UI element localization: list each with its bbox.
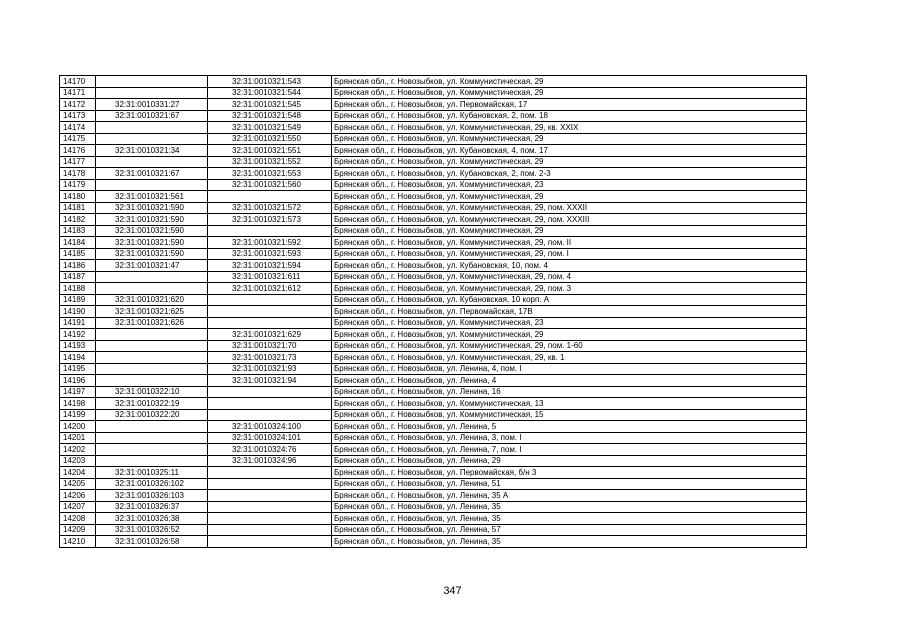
secondary-cadastral-number-cell: 32:31:0010321:573 xyxy=(208,214,332,226)
table-row xyxy=(60,524,807,536)
record-number-cell: 14172 xyxy=(60,99,96,111)
record-number-cell: 14178 xyxy=(60,168,96,180)
record-number-cell: 14195 xyxy=(60,363,96,375)
address-cell: Брянская обл., г. Новозыбков, ул. Ленина, 3, пом. I xyxy=(332,432,807,444)
secondary-cadastral-number-cell: 32:31:0010321:572 xyxy=(208,202,332,214)
cadastral-number-cell xyxy=(96,156,208,168)
address-cell: Брянская обл., г. Новозыбков, ул. Кубановская, 10, пом. 4 xyxy=(332,260,807,272)
cadastral-number-cell: 32:31:0010321:626 xyxy=(96,317,208,329)
records-table-body xyxy=(60,76,807,548)
record-number-cell: 14189 xyxy=(60,294,96,306)
cadastral-number-cell xyxy=(96,87,208,99)
cadastral-number-cell: 32:31:0010326:102 xyxy=(96,478,208,490)
table-row xyxy=(60,76,807,88)
secondary-cadastral-number-cell xyxy=(208,317,332,329)
cadastral-number-cell: 32:31:0010321:590 xyxy=(96,225,208,237)
record-number-cell: 14200 xyxy=(60,421,96,433)
secondary-cadastral-number-cell xyxy=(208,490,332,502)
secondary-cadastral-number-cell xyxy=(208,536,332,548)
table-row xyxy=(60,99,807,111)
record-number-cell: 14206 xyxy=(60,490,96,502)
table-row xyxy=(60,329,807,341)
cadastral-number-cell xyxy=(96,340,208,352)
table-row xyxy=(60,340,807,352)
secondary-cadastral-number-cell: 32:31:0010321:553 xyxy=(208,168,332,180)
cadastral-number-cell xyxy=(96,375,208,387)
cadastral-number-cell xyxy=(96,122,208,134)
table-row xyxy=(60,513,807,525)
table-row xyxy=(60,490,807,502)
table-row xyxy=(60,110,807,122)
table-row xyxy=(60,145,807,157)
cadastral-number-cell xyxy=(96,432,208,444)
address-cell: Брянская обл., г. Новозыбков, ул. Коммунистическая, 29, пом. 3 xyxy=(332,283,807,295)
table-row xyxy=(60,421,807,433)
address-cell: Брянская обл., г. Новозыбков, ул. Коммунистическая, 29, кв. XXIX xyxy=(332,122,807,134)
table-row xyxy=(60,478,807,490)
secondary-cadastral-number-cell: 32:31:0010321:612 xyxy=(208,283,332,295)
table-row xyxy=(60,122,807,134)
secondary-cadastral-number-cell: 32:31:0010321:549 xyxy=(208,122,332,134)
address-cell: Брянская обл., г. Новозыбков, ул. Первомайская, 17 xyxy=(332,99,807,111)
cadastral-number-cell: 32:31:0010321:590 xyxy=(96,237,208,249)
table-row xyxy=(60,306,807,318)
record-number-cell: 14190 xyxy=(60,306,96,318)
record-number-cell: 14198 xyxy=(60,398,96,410)
secondary-cadastral-number-cell: 32:31:0010321:93 xyxy=(208,363,332,375)
address-cell: Брянская обл., г. Новозыбков, ул. Ленина, 35 xyxy=(332,501,807,513)
table-row xyxy=(60,501,807,513)
secondary-cadastral-number-cell xyxy=(208,524,332,536)
address-cell: Брянская обл., г. Новозыбков, ул. Коммунистическая, 29 xyxy=(332,191,807,203)
table-row xyxy=(60,87,807,99)
cadastral-number-cell: 32:31:0010321:47 xyxy=(96,260,208,272)
address-cell: Брянская обл., г. Новозыбков, ул. Коммунистическая, 13 xyxy=(332,398,807,410)
address-cell: Брянская обл., г. Новозыбков, ул. Ленина, 35 xyxy=(332,536,807,548)
secondary-cadastral-number-cell xyxy=(208,409,332,421)
table-row xyxy=(60,375,807,387)
record-number-cell: 14181 xyxy=(60,202,96,214)
table-row xyxy=(60,536,807,548)
secondary-cadastral-number-cell xyxy=(208,398,332,410)
cadastral-number-cell: 32:31:0010321:620 xyxy=(96,294,208,306)
cadastral-number-cell: 32:31:0010326:37 xyxy=(96,501,208,513)
secondary-cadastral-number-cell xyxy=(208,306,332,318)
address-cell: Брянская обл., г. Новозыбков, ул. Коммунистическая, 29 xyxy=(332,87,807,99)
table-row xyxy=(60,432,807,444)
table-row xyxy=(60,237,807,249)
secondary-cadastral-number-cell xyxy=(208,386,332,398)
address-cell: Брянская обл., г. Новозыбков, ул. Ленина, 57 xyxy=(332,524,807,536)
table-row xyxy=(60,168,807,180)
record-number-cell: 14179 xyxy=(60,179,96,191)
cadastral-number-cell: 32:31:0010326:58 xyxy=(96,536,208,548)
cadastral-number-cell xyxy=(96,363,208,375)
cadastral-number-cell xyxy=(96,329,208,341)
cadastral-number-cell: 32:31:0010322:10 xyxy=(96,386,208,398)
cadastral-number-cell: 32:31:0010321:590 xyxy=(96,248,208,260)
address-cell: Брянская обл., г. Новозыбков, ул. Коммунистическая, 29, кв. 1 xyxy=(332,352,807,364)
secondary-cadastral-number-cell: 32:31:0010321:560 xyxy=(208,179,332,191)
cadastral-number-cell: 32:31:0010326:103 xyxy=(96,490,208,502)
address-cell: Брянская обл., г. Новозыбков, ул. Коммунистическая, 29, пом. II xyxy=(332,237,807,249)
cadastral-number-cell: 32:31:0010326:52 xyxy=(96,524,208,536)
cadastral-number-cell: 32:31:0010321:590 xyxy=(96,214,208,226)
record-number-cell: 14207 xyxy=(60,501,96,513)
address-cell: Брянская обл., г. Новозыбков, ул. Коммунистическая, 29 xyxy=(332,225,807,237)
record-number-cell: 14199 xyxy=(60,409,96,421)
records-table xyxy=(59,75,807,548)
secondary-cadastral-number-cell xyxy=(208,467,332,479)
table-row xyxy=(60,398,807,410)
record-number-cell: 14201 xyxy=(60,432,96,444)
table-row xyxy=(60,363,807,375)
secondary-cadastral-number-cell: 32:31:0010321:70 xyxy=(208,340,332,352)
cadastral-number-cell xyxy=(96,421,208,433)
address-cell: Брянская обл., г. Новозыбков, ул. Коммунистическая, 23 xyxy=(332,179,807,191)
record-number-cell: 14205 xyxy=(60,478,96,490)
table-row xyxy=(60,444,807,456)
table-row xyxy=(60,179,807,191)
record-number-cell: 14173 xyxy=(60,110,96,122)
table-row xyxy=(60,455,807,467)
address-cell: Брянская обл., г. Новозыбков, ул. Кубановская, 10 корп. А xyxy=(332,294,807,306)
record-number-cell: 14187 xyxy=(60,271,96,283)
cadastral-number-cell: 32:31:0010321:34 xyxy=(96,145,208,157)
secondary-cadastral-number-cell: 32:31:0010321:543 xyxy=(208,76,332,88)
table-row xyxy=(60,133,807,145)
secondary-cadastral-number-cell: 32:31:0010324:96 xyxy=(208,455,332,467)
secondary-cadastral-number-cell: 32:31:0010324:76 xyxy=(208,444,332,456)
record-number-cell: 14184 xyxy=(60,237,96,249)
record-number-cell: 14196 xyxy=(60,375,96,387)
secondary-cadastral-number-cell: 32:31:0010321:551 xyxy=(208,145,332,157)
record-number-cell: 14170 xyxy=(60,76,96,88)
address-cell: Брянская обл., г. Новозыбков, ул. Ленина, 29 xyxy=(332,455,807,467)
table-row xyxy=(60,191,807,203)
cadastral-number-cell xyxy=(96,133,208,145)
cadastral-number-cell xyxy=(96,76,208,88)
address-cell: Брянская обл., г. Новозыбков, ул. Коммунистическая, 29, пом. 1-60 xyxy=(332,340,807,352)
record-number-cell: 14174 xyxy=(60,122,96,134)
secondary-cadastral-number-cell: 32:31:0010321:593 xyxy=(208,248,332,260)
record-number-cell: 14185 xyxy=(60,248,96,260)
address-cell: Брянская обл., г. Новозыбков, ул. Ленина, 51 xyxy=(332,478,807,490)
secondary-cadastral-number-cell: 32:31:0010321:548 xyxy=(208,110,332,122)
table-row xyxy=(60,352,807,364)
secondary-cadastral-number-cell: 32:31:0010321:545 xyxy=(208,99,332,111)
secondary-cadastral-number-cell: 32:31:0010321:550 xyxy=(208,133,332,145)
record-number-cell: 14209 xyxy=(60,524,96,536)
address-cell: Брянская обл., г. Новозыбков, ул. Коммунистическая, 29 xyxy=(332,76,807,88)
secondary-cadastral-number-cell: 32:31:0010321:552 xyxy=(208,156,332,168)
record-number-cell: 14197 xyxy=(60,386,96,398)
secondary-cadastral-number-cell: 32:31:0010321:544 xyxy=(208,87,332,99)
secondary-cadastral-number-cell: 32:31:0010324:100 xyxy=(208,421,332,433)
record-number-cell: 14203 xyxy=(60,455,96,467)
cadastral-number-cell: 32:31:0010321:590 xyxy=(96,202,208,214)
secondary-cadastral-number-cell xyxy=(208,294,332,306)
address-cell: Брянская обл., г. Новозыбков, ул. Ленина, 4, пом. I xyxy=(332,363,807,375)
table-row xyxy=(60,294,807,306)
cadastral-number-cell: 32:31:0010321:67 xyxy=(96,168,208,180)
secondary-cadastral-number-cell xyxy=(208,513,332,525)
secondary-cadastral-number-cell xyxy=(208,501,332,513)
table-row xyxy=(60,409,807,421)
cadastral-number-cell: 32:31:0010321:67 xyxy=(96,110,208,122)
record-number-cell: 14194 xyxy=(60,352,96,364)
record-number-cell: 14182 xyxy=(60,214,96,226)
cadastral-number-cell: 32:31:0010326:38 xyxy=(96,513,208,525)
record-number-cell: 14204 xyxy=(60,467,96,479)
secondary-cadastral-number-cell xyxy=(208,225,332,237)
page-number: 347 xyxy=(443,585,462,597)
address-cell: Брянская обл., г. Новозыбков, ул. Первомайская, б/н 3 xyxy=(332,467,807,479)
table-row xyxy=(60,283,807,295)
address-cell: Брянская обл., г. Новозыбков, ул. Коммунистическая, 29, пом. 4 xyxy=(332,271,807,283)
table-row xyxy=(60,317,807,329)
cadastral-number-cell xyxy=(96,455,208,467)
table-row xyxy=(60,386,807,398)
table-row xyxy=(60,202,807,214)
address-cell: Брянская обл., г. Новозыбков, ул. Кубановская, 2, пом. 2-3 xyxy=(332,168,807,180)
cadastral-number-cell: 32:31:0010321:561 xyxy=(96,191,208,203)
secondary-cadastral-number-cell: 32:31:0010324:101 xyxy=(208,432,332,444)
cadastral-number-cell: 32:31:0010322:20 xyxy=(96,409,208,421)
address-cell: Брянская обл., г. Новозыбков, ул. Коммунистическая, 23 xyxy=(332,317,807,329)
address-cell: Брянская обл., г. Новозыбков, ул. Ленина, 4 xyxy=(332,375,807,387)
table-row xyxy=(60,214,807,226)
record-number-cell: 14183 xyxy=(60,225,96,237)
cadastral-number-cell xyxy=(96,179,208,191)
record-number-cell: 14171 xyxy=(60,87,96,99)
record-number-cell: 14180 xyxy=(60,191,96,203)
table-row xyxy=(60,248,807,260)
record-number-cell: 14188 xyxy=(60,283,96,295)
record-number-cell: 14210 xyxy=(60,536,96,548)
record-number-cell: 14191 xyxy=(60,317,96,329)
cadastral-number-cell xyxy=(96,352,208,364)
cadastral-number-cell xyxy=(96,444,208,456)
cadastral-number-cell: 32:31:0010331:27 xyxy=(96,99,208,111)
secondary-cadastral-number-cell: 32:31:0010321:592 xyxy=(208,237,332,249)
cadastral-number-cell: 32:31:0010322:19 xyxy=(96,398,208,410)
secondary-cadastral-number-cell: 32:31:0010321:94 xyxy=(208,375,332,387)
address-cell: Брянская обл., г. Новозыбков, ул. Коммунистическая, 29 xyxy=(332,133,807,145)
record-number-cell: 14177 xyxy=(60,156,96,168)
table-row xyxy=(60,271,807,283)
table-row xyxy=(60,467,807,479)
record-number-cell: 14186 xyxy=(60,260,96,272)
cadastral-number-cell xyxy=(96,283,208,295)
record-number-cell: 14192 xyxy=(60,329,96,341)
address-cell: Брянская обл., г. Новозыбков, ул. Ленина, 7, пом. I xyxy=(332,444,807,456)
record-number-cell: 14208 xyxy=(60,513,96,525)
address-cell: Брянская обл., г. Новозыбков, ул. Коммунистическая, 15 xyxy=(332,409,807,421)
address-cell: Брянская обл., г. Новозыбков, ул. Коммунистическая, 29 xyxy=(332,329,807,341)
address-cell: Брянская обл., г. Новозыбков, ул. Ленина, 35 А xyxy=(332,490,807,502)
address-cell: Брянская обл., г. Новозыбков, ул. Коммунистическая, 29, пом. XXXII xyxy=(332,202,807,214)
record-number-cell: 14175 xyxy=(60,133,96,145)
record-number-cell: 14193 xyxy=(60,340,96,352)
address-cell: Брянская обл., г. Новозыбков, ул. Коммунистическая, 29, пом. XXXIII xyxy=(332,214,807,226)
table-row xyxy=(60,156,807,168)
secondary-cadastral-number-cell xyxy=(208,478,332,490)
address-cell: Брянская обл., г. Новозыбков, ул. Первомайская, 17В xyxy=(332,306,807,318)
table-row xyxy=(60,260,807,272)
address-cell: Брянская обл., г. Новозыбков, ул. Коммунистическая, 29 xyxy=(332,156,807,168)
secondary-cadastral-number-cell: 32:31:0010321:611 xyxy=(208,271,332,283)
address-cell: Брянская обл., г. Новозыбков, ул. Ленина, 35 xyxy=(332,513,807,525)
address-cell: Брянская обл., г. Новозыбков, ул. Кубановская, 2, пом. 18 xyxy=(332,110,807,122)
secondary-cadastral-number-cell xyxy=(208,191,332,203)
record-number-cell: 14202 xyxy=(60,444,96,456)
address-cell: Брянская обл., г. Новозыбков, ул. Кубановская, 4, пом. 17 xyxy=(332,145,807,157)
address-cell: Брянская обл., г. Новозыбков, ул. Ленина, 16 xyxy=(332,386,807,398)
cadastral-number-cell: 32:31:0010321:625 xyxy=(96,306,208,318)
cadastral-number-cell: 32:31:0010325:11 xyxy=(96,467,208,479)
secondary-cadastral-number-cell: 32:31:0010321:594 xyxy=(208,260,332,272)
cadastral-number-cell xyxy=(96,271,208,283)
address-cell: Брянская обл., г. Новозыбков, ул. Ленина, 5 xyxy=(332,421,807,433)
table-row xyxy=(60,225,807,237)
secondary-cadastral-number-cell: 32:31:0010321:629 xyxy=(208,329,332,341)
address-cell: Брянская обл., г. Новозыбков, ул. Коммунистическая, 29, пом. I xyxy=(332,248,807,260)
secondary-cadastral-number-cell: 32:31:0010321:73 xyxy=(208,352,332,364)
record-number-cell: 14176 xyxy=(60,145,96,157)
